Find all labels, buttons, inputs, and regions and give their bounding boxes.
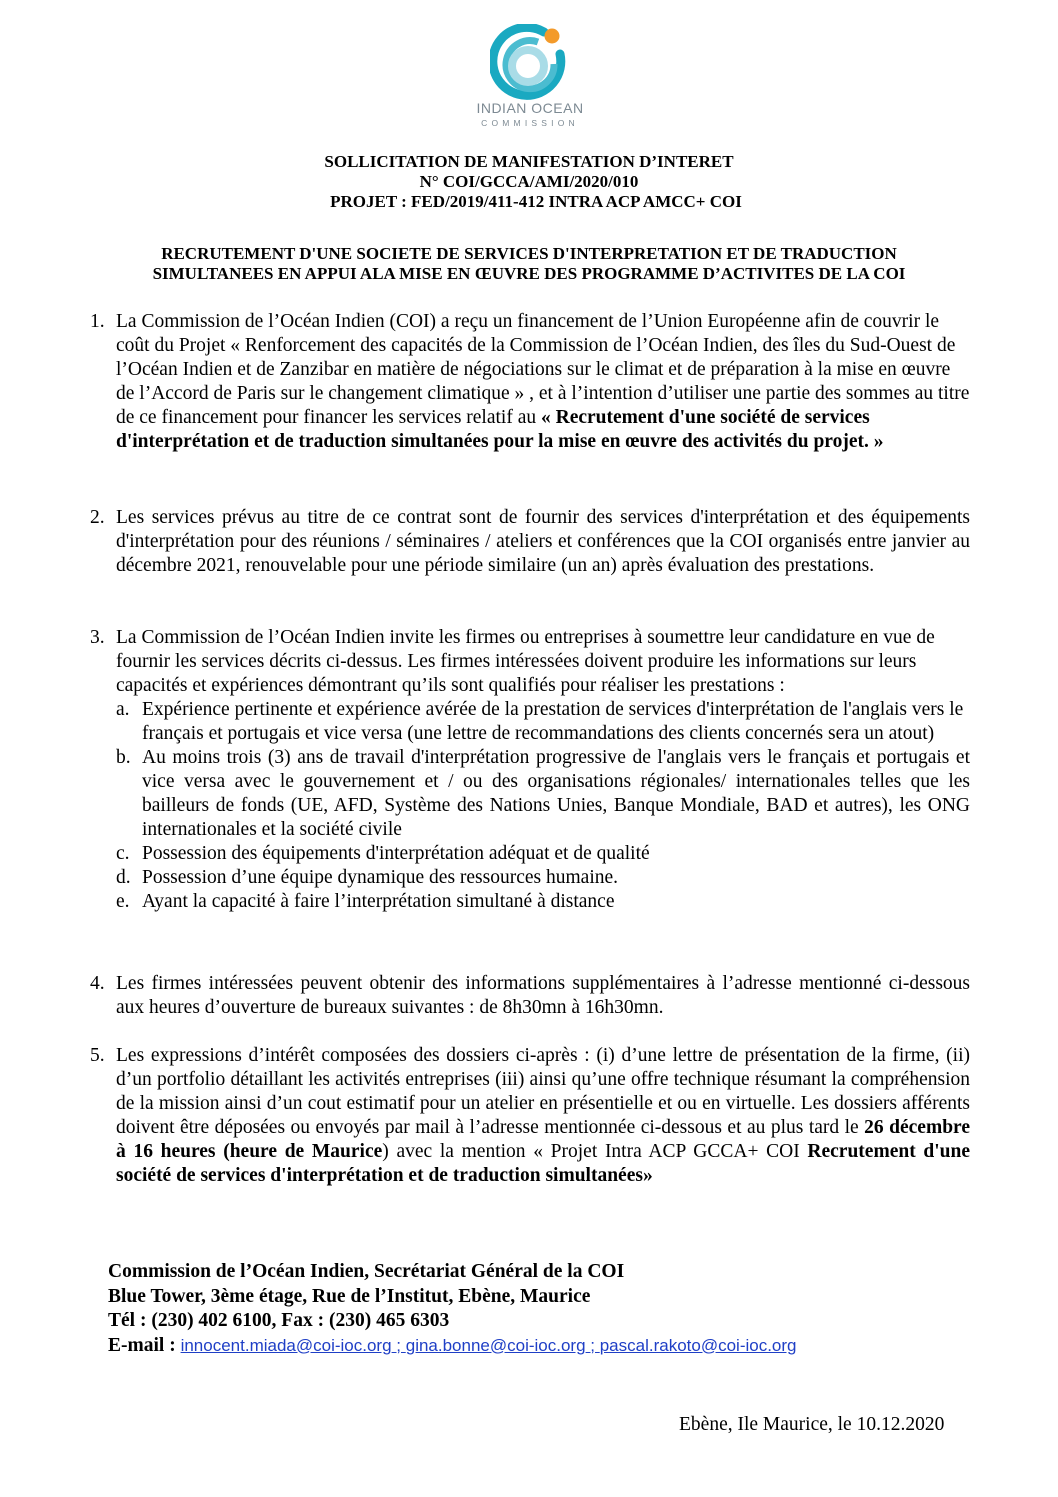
list-letter: d. [116, 867, 131, 888]
paragraph-1 [90, 310, 970, 454]
paragraph-text: Les expressions d’intérêt composées des dossiers ci-après : (i) d’une lettre de présentation de la firme, (ii) d’un portfolio détaillant les activités entreprises (iii) ainsi qu’une offre technique résumant la compréhension de la mission ainsi d’un cout estimatif pour un atelier en présentielle et ou en virtuelle. Les dossiers afférents doivent être déposées ou envoyés par mail à l’adresse mentionnée ci-dessous et au plus tard le [116, 1045, 970, 1138]
subject-line-2: SIMULTANEES EN APPUI ALA MISE EN ŒUVRE DES PROGRAMME D’ACTIVITES DE LA COI [152, 264, 906, 283]
place-and-date: Ebène, Ile Maurice, le 10.12.2020 [679, 1414, 945, 1435]
subject-line-1: RECRUTEMENT D'UNE SOCIETE DE SERVICES D'INTERPRETATION ET DE TRADUCTION [161, 244, 897, 263]
document-title: SOLLICITATION DE MANIFESTATION D’INTERET [324, 152, 734, 171]
list-text: Possession des équipements d'interprétation adéquat et de qualité [142, 843, 650, 864]
contact-phone-fax: Tél : (230) 402 6100, Fax : (230) 465 6303 [108, 1310, 450, 1331]
list-letter: e. [116, 891, 130, 912]
email-link-gina-bonne[interactable]: gina.bonne@coi-ioc.org [405, 1335, 586, 1355]
paragraph-4 [90, 972, 970, 1020]
list-item [116, 890, 970, 914]
logo-text-secondary: COMMISSION [481, 118, 579, 128]
paragraph-text: Les services prévus au titre de ce contrat sont de fournir des services d'interprétation et des équipements d'interprétation pour des réunions / séminaires / ateliers et conférences que la COI organisés entre janvier au décembre 2021, renouvelable pour une période similaire (un an) après évaluation des prestations. [116, 507, 970, 576]
email-label: E-mail : [108, 1334, 181, 1356]
list-text: Ayant la capacité à faire l’interprétation simultané à distance [142, 891, 615, 912]
list-letter: b. [116, 747, 131, 768]
list-item [116, 842, 970, 866]
paragraph-number: 3. [90, 627, 105, 648]
project-reference: PROJET : FED/2019/411-412 INTRA ACP AMCC+ COI [330, 192, 742, 211]
contact-address: Blue Tower, 3ème étage, Rue de l’Institut, Ebène, Maurice [108, 1285, 591, 1307]
paragraph-bold-title: « Recrutement d'une société de services d'interprétation et de traduction simultanées pour la mise en œuvre des activités du projet. » [116, 407, 884, 452]
paragraph-text: La Commission de l’Océan Indien invite les firmes ou entreprises à soumettre leur candidature en vue de fournir les services décrits ci-dessus. Les firmes intéressées doivent produire les informations sur leurs capacités et expériences démontrant qu’ils sont qualifiés pour réaliser les prestations : [116, 627, 935, 696]
paragraph-5 [90, 1044, 970, 1188]
paragraph-text: Les firmes intéressées peuvent obtenir des informations supplémentaires à l’adresse mentionné ci-dessous aux heures d’ouverture de bureaux suivantes : de 8h30mn à 16h30mn. [116, 973, 970, 1018]
logo-text-primary: INDIAN OCEAN [476, 100, 584, 116]
deadline-text: 26 décembre à 16 heures (heure de Maurice [116, 1117, 971, 1162]
list-item [116, 866, 970, 890]
list-text: Au moins trois (3) ans de travail d'interprétation progressive de l'anglais vers le français et portugais et vice versa avec le gouvernement et / ou des organisations régionales/ internationales telles que les bailleurs de fonds (UE, AFD, Système des Nations Unies, Banque Mondiale, BAD et autres), les ONG internationales et la société civile [142, 747, 970, 840]
contact-emails [108, 1334, 797, 1359]
paragraph-number: 1. [90, 311, 105, 332]
email-link-pascal-rakoto[interactable]: pascal.rakoto@coi-ioc.org [599, 1335, 797, 1355]
list-letter: a. [116, 699, 130, 720]
list-letter: c. [116, 843, 130, 864]
mention-title: Recrutement d'une société de services d'interprétation et de traduction simultanées» [116, 1141, 970, 1186]
contact-organization: Commission de l’Océan Indien, Secrétariat Général de la COI [108, 1261, 625, 1282]
reference-number: N° COI/GCCA/AMI/2020/010 [419, 172, 639, 191]
paragraph-number: 5. [90, 1045, 105, 1066]
list-text: Expérience pertinente et expérience avérée de la prestation de services d'interprétation de l'anglais vers le français et portugais et vice versa (une lettre de recommandations des clients concernés sera un atout) [142, 699, 964, 744]
paragraph-number: 4. [90, 973, 105, 994]
list-text: Possession d’une équipe dynamique des ressources humaine. [142, 867, 619, 888]
email-separator: ; [585, 1335, 600, 1355]
logo-emblem-icon [490, 24, 570, 100]
email-separator: ; [391, 1335, 406, 1355]
paragraph-text-continued: ) avec la mention « Projet Intra ACP GCCA+ COI [382, 1141, 808, 1162]
indian-ocean-commission-logo [450, 24, 610, 134]
paragraph-number: 2. [90, 507, 105, 528]
paragraph-3 [90, 626, 970, 914]
paragraph-text: La Commission de l’Océan Indien (COI) a reçu un financement de l’Union Européenne afin de couvrir le coût du Projet « Renforcement des capacités de la Commission de l’Océan Indien, des îles du Sud-Ouest de l’Océan Indien et de Zanzibar en matière de négociations sur le climat et de préparation à la mise en œuvre de l’Accord de Paris sur le changement climatique » , et à l’intention d’utiliser une partie des sommes au titre de ce financement pour financer les services relatif au [116, 311, 970, 428]
list-item [116, 746, 970, 842]
paragraph-2 [90, 506, 970, 578]
contact-block [108, 1260, 797, 1358]
email-link-innocent-miada[interactable]: innocent.miada@coi-ioc.org [180, 1335, 392, 1355]
list-item [116, 698, 970, 746]
